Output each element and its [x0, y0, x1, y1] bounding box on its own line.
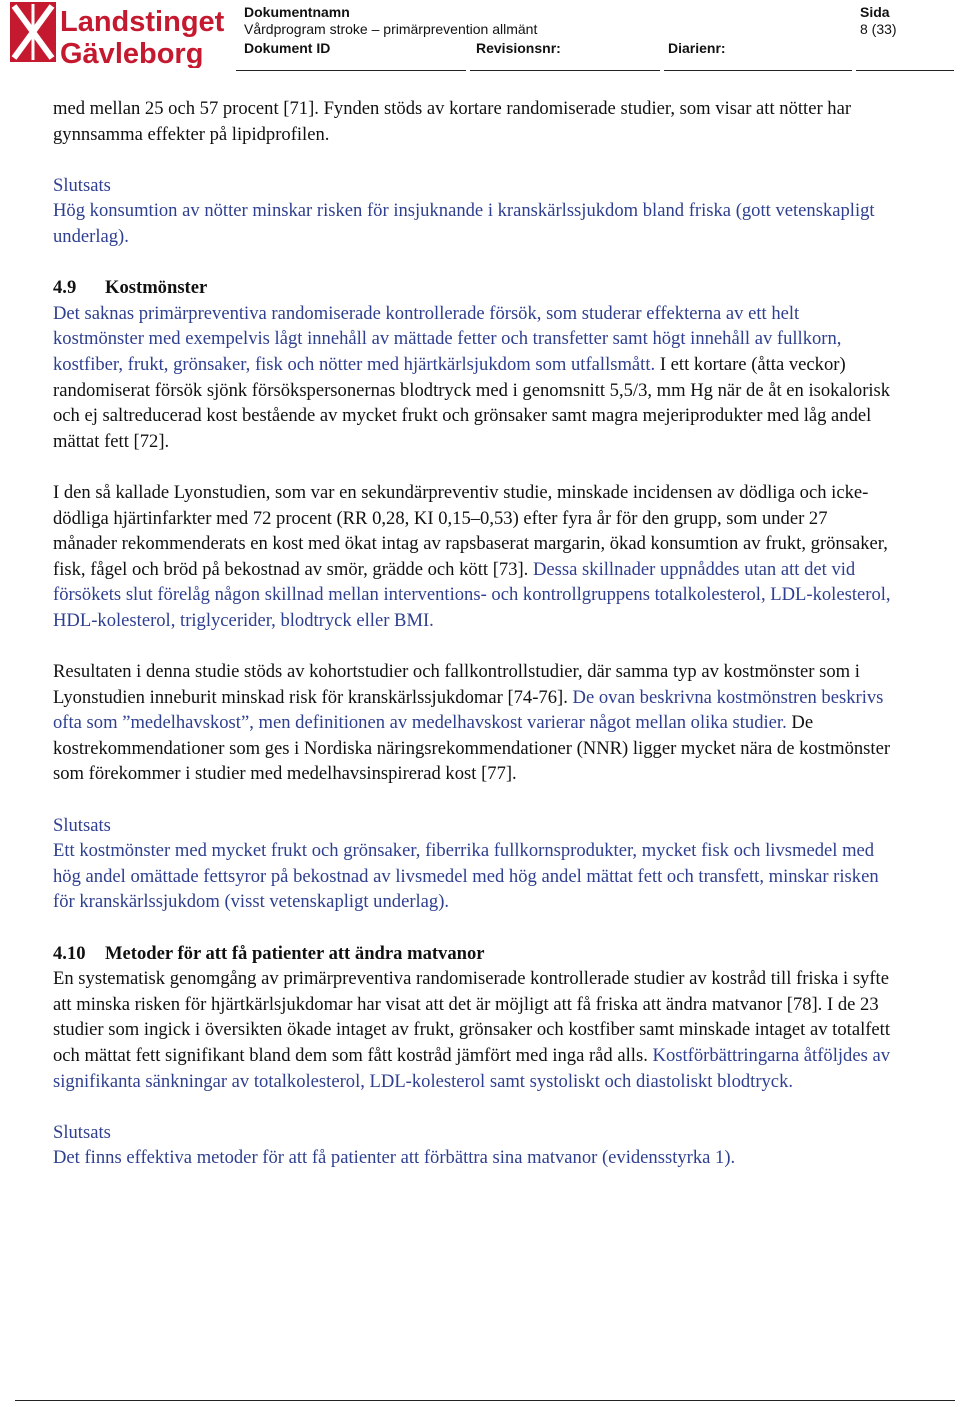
paragraph: [53, 966, 893, 1094]
paragraph-part: De kostrekommendationer som ges i Nordiska näringsrekommendationer (NNR) ligger mycket nära de kostmönster som förekommer i studier med medelhavsinspirerad kost [77].: [53, 712, 891, 785]
paragraph-part: En systematisk genomgång av primärpreventiva randomiserade kontrollerade studier av kostråd till friska i syfte att minska risken för hjärtkärlsjukdomar har visat att det är möjligt att få friska att ändra matvanor [78].: [53, 968, 889, 1015]
logo-line2: Gävleborg: [60, 38, 204, 68]
header-rule: [236, 70, 466, 71]
paragraph-part: Dessa skillnader uppnåddes utan att det vid försökets slut förelåg någon skillnad mellan interventions- och kontrollgruppens totalkolesterol, LDL-kolesterol, HDL-kolesterol, triglycerider, blodtryck eller BMI.: [53, 558, 891, 631]
page-number: 8 (33): [860, 21, 897, 37]
diary-label: Diarienr:: [668, 40, 726, 56]
section-title: Kostmönster: [105, 277, 208, 299]
paragraph: [53, 480, 893, 634]
doc-name-label: Dokumentnamn: [244, 4, 350, 20]
header-rule: [856, 70, 954, 71]
paragraph-part: Det saknas primärpreventiva randomiserade kontrollerade försök, som studerar effekterna av ett helt kostmönster med exempelvis lågt innehåll av mättade fetter och transfetter samt högt innehåll av fullkorn, kostfiber, frukt, grönsaker, fisk och nötter med hjärtkärlsjukdom som utfallsmått.: [53, 302, 842, 375]
landstinget-gavleborg-logo: [10, 2, 240, 68]
revision-label: Revisionsnr:: [476, 40, 561, 56]
paragraph-part: I de 23 studier som ingick i översikten ökade intaget av frukt, grönsaker och kostfiber samt minskade intaget av totalfett och mättat fett signifikant bland dem som fått kostråd jämfört med inga råd alls.: [53, 993, 891, 1066]
doc-name-value: Vårdprogram stroke – primärprevention allmänt: [244, 21, 538, 37]
section-heading-4-10: [53, 941, 893, 967]
section-title: Metoder för att få patienter att ändra matvanor: [105, 942, 485, 964]
document-body: [53, 96, 893, 1171]
paragraph: [53, 301, 893, 455]
paragraph-part: I ett kortare (åtta veckor) randomiserat försök sjönk försökspersonernas blodtryck med i genomsnitt 5,5/3, mm Hg när de åt en isokalorisk och ej saltreducerad kost bestående av mycket frukt och grönsaker samt magra mejeriprodukter med låg andel mättat fett [72].: [53, 353, 891, 452]
conclusion-heading: Slutsats: [53, 814, 111, 836]
conclusion-heading: Slutsats: [53, 174, 111, 196]
footer-rule: [15, 1400, 955, 1401]
section-number: 4.10: [53, 942, 86, 964]
document-header: [0, 0, 960, 72]
paragraph: med mellan 25 och 57 procent [71]. Fynden stöds av kortare randomiserade studier, som visar att nötter har gynnsamma effekter på lipidprofilen.: [53, 98, 852, 145]
logo-line1: Landstinget: [60, 6, 225, 38]
section-heading-4-9: [53, 275, 893, 301]
paragraph-part: De ovan beskrivna kostmönstren beskrivs ofta som ”medelhavskost”, men definitionen av medelhavskost varierar något mellan olika studier.: [53, 686, 884, 734]
doc-id-label: Dokument ID: [244, 40, 331, 56]
conclusion-text: Ett kostmönster med mycket frukt och grönsaker, fiberrika fullkornsprodukter, mycket fisk och livsmedel med hög andel omättade fettsyror på bekostnad av livsmedel med hög andel mättat fett och transfett, minskar risken för kranskärlssjukdom (visst vetenskapligt underlag).: [53, 840, 879, 913]
page-label: Sida: [860, 4, 890, 20]
conclusion-heading: Slutsats: [53, 1121, 111, 1143]
paragraph: [53, 659, 893, 787]
paragraph-part: Resultaten i denna studie stöds av kohortstudier och fallkontrollstudier, där samma typ av kostmönster som i Lyonstudien inneburit minskad risk för kranskärlssjukdomar [74-76].: [53, 661, 860, 708]
paragraph-part: I den så kallade Lyonstudien, som var en sekundärpreventiv studie, minskade incidensen av dödliga och icke-dödliga hjärtinfarkter med 72 procent (RR 0,28, KI 0,15–0,53) efter fyra år för den grupp, som under 27 månader rekommenderats en kost med ökat intag av rapsbaserat margarin, ökad konsumtion av frukt, grönsaker, fisk, fågel och bröd på bekostnad av smör, grädde och kött [73].: [53, 481, 888, 580]
header-rule: [664, 70, 852, 71]
logo-graphic: [10, 2, 240, 68]
paragraph-part: Kostförbättringarna åtföljdes av signifikanta sänkningar av totalkolesterol, LDL-kolesterol samt systoliskt och diastoliskt blodtryck.: [53, 1044, 891, 1092]
conclusion-text: Hög konsumtion av nötter minskar risken för insjuknande i kranskärlssjukdom bland friska (gott vetenskapligt underlag).: [53, 200, 875, 247]
section-number: 4.9: [53, 277, 77, 299]
conclusion-text: Det finns effektiva metoder för att få patienter att förbättra sina matvanor (evidensstyrka 1).: [53, 1147, 736, 1169]
header-rule: [470, 70, 660, 71]
